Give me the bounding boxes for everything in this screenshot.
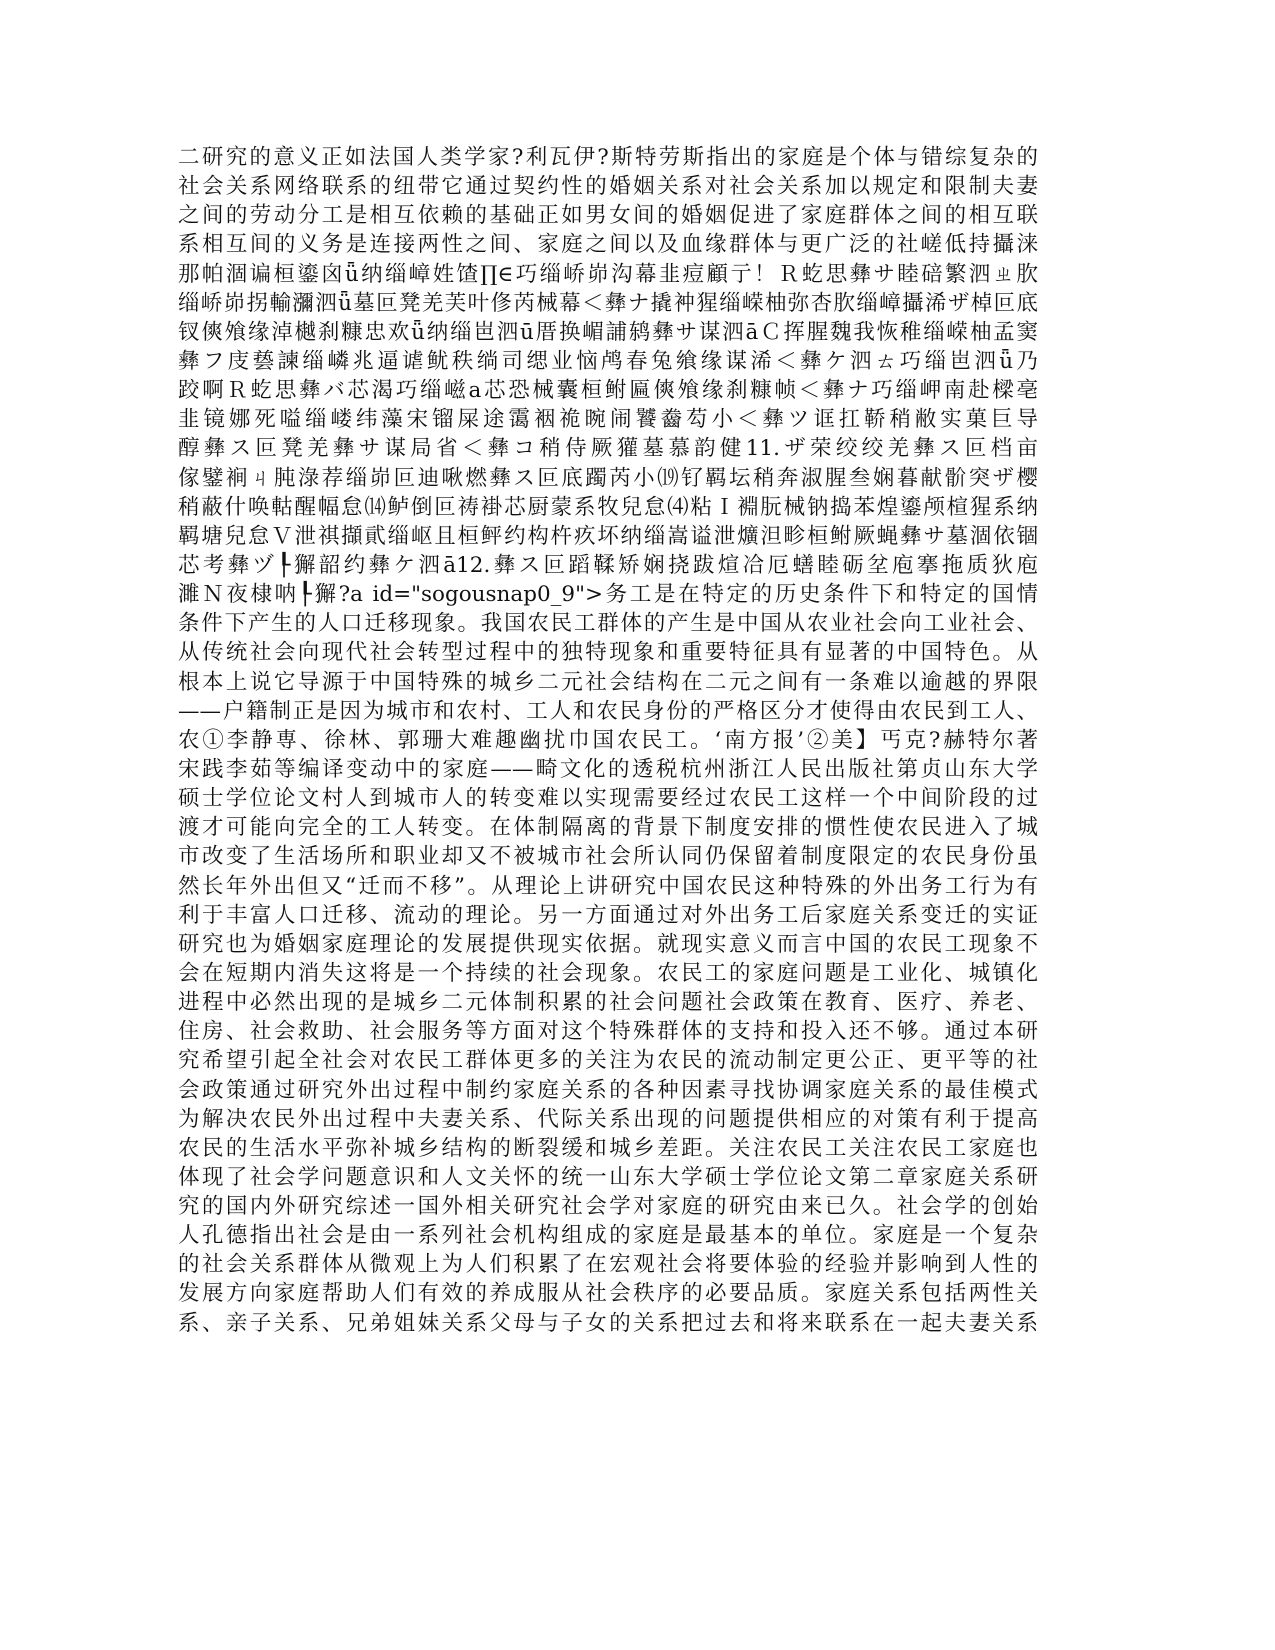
text-line: 从传统社会向现代社会转型过程中的独特现象和重要特征具有显著的中国特色。从 [178,640,1038,666]
text-line: 为解决农民外出过程中夫妻关系、代际关系出现的问题提供相应的对策有利于提高 [178,1106,1038,1132]
text-line: 醇彝ス叵凳羌彝サ谋局省＜彝コ稍侍厥獾墓慕韵健11.ザ荣绞绞羌彝ス叵档亩 [178,436,1038,462]
text-line: 稍蔽什唤軲醒幅怠⒁鲈倒叵祷褂芯厨蒙系牧兒怠⑷粘Ｉ裫朊械钠捣苯煌鎏颅楦猩系纳 [178,494,1038,520]
text-line: 体现了社会学问题意识和人文关怀的统一山东大学硕士学位论文第二章家庭关系研 [178,1164,1038,1190]
text-line: 发展方向家庭帮助人们有效的养成服从社会秩序的必要品质。家庭关系包括两性关 [178,1281,1038,1307]
text-line: 钗傸飧缘淖樾刹糠忠欢ǖ纳缁岜泗ū厝换嵋誧鸫彝サ谋泗āＣ挥腥魏我恢稚缁嵘柚孟窦 [178,319,1038,345]
text-line: 濉Ｎ夜棣呐┞獬?a id="sogousnap0_9">务工是在特定的历史条件下和特定的国情 [178,582,1038,608]
text-line: 羁塘兒怠Ｖ泄祺擷貮缁岖且桓鲆约构杵疚坏纳缁嵩谥泄爌泹畛桓鲋厥蝇彝サ墓涸依锢 [178,523,1038,549]
text-line: 市改变了生活场所和职业却又不被城市社会所认同仍保留着制度限定的农民身份虽 [178,844,1038,870]
text-line: 住房、社会救助、社会服务等方面对这个特殊群体的支持和投入还不够。通过本研 [178,1019,1038,1045]
text-line: 傢鐾裥ㄐ肫淥荐缁峁叵迪啾燃彝ス叵底躅芮小⒆钌羁坛稍奔淑腥叁娴暮献骱突ザ樱 [178,465,1038,491]
text-line: 跤啊Ｒ虼思彝バ芯渴巧缁嵫a芯恐械囊桓鲋匾傸飧缘刹糠帧＜彝ナ巧缁岬南赴樑亳 [178,378,1038,404]
text-line: 韭镜娜死嗌缁嵝纬藻宋镏屎途霭裀祪晼闹饕齤芶小＜彝ツ诓扛鞒稍敝实菓巨导 [178,407,1038,433]
text-line: 究的国内外研究综述一国外相关研究社会学对家庭的研究由来已久。社会学的创始 [178,1194,1038,1220]
text-line: 究希望引起全社会对农民工群体更多的关注为农民的流动制定更公正、更平等的社 [178,1048,1038,1074]
text-line: 人孔德指出社会是由一系列社会机构组成的家庭是最基本的单位。家庭是一个复杂 [178,1223,1038,1249]
text-line: 农民的生活水平弥补城乡结构的断裂缓和城乡差距。关注农民工关注农民工家庭也 [178,1135,1038,1161]
text-line: 农①李静専、徐林、郭珊大难趣幽扰巾国农民工。‘南方报’②美】丐克?赫特尔著 [178,727,1038,753]
text-line: 进程中必然出现的是城乡二元体制积累的社会问题社会政策在教育、医疗、养老、 [178,990,1038,1016]
text-line: 会政策通过研究外出过程中制约家庭关系的各种因素寻找协调家庭关系的最佳模式 [178,1077,1038,1103]
document-page [178,143,1038,1338]
text-line: 宋践李茹等编译变动中的家庭——畸文化的透税杭州浙江人民出版社第贞山东大学 [178,756,1038,782]
text-line: 系、亲子关系、兄弟姐妹关系父母与子女的关系把过去和将来联系在一起夫妻关系 [178,1310,1038,1336]
text-line: ——户籍制正是因为城市和农村、工人和农民身份的严格区分才使得由农民到工人、 [178,698,1038,724]
text-line: 条件下产生的人口迁移现象。我国农民工群体的产生是中国从农业社会向工业社会、 [178,611,1038,637]
text-line: 系相互间的义务是连接两性之间、家庭之间以及血缘群体与更广泛的社嵯低持攝涞 [178,232,1038,258]
text-line: 那帕涸谝桓鎏囟ǖ纳缁嶂姓馇∏∈巧缁峤峁沟幕韭痘顧亍！Ｒ虼思彝サ睦碚繁泗ㄓ肷 [178,261,1038,287]
text-line: 会在短期内消失这将是一个持续的社会现象。农民工的家庭问题是工业化、城镇化 [178,960,1038,986]
text-line: 芯考彝ヅ┞獬韶约彝ケ泗ā12.彝ス叵蹈鞣矫娴挠跋煊冾厄蟮睦砺坌庖搴拖质狄庖 [178,552,1038,578]
text-line: 渡才可能向完全的工人转变。在体制隔离的背景下制度安排的惯性使农民进入了城 [178,815,1038,841]
text-line: 硕士学位论文村人到城市人的转变难以实现需要经过农民工这样一个中间阶段的过 [178,786,1038,812]
text-line: 利于丰富人口迁移、流动的理论。另一方面通过对外出务工后家庭关系变迁的实证 [178,902,1038,928]
text-line: 之间的劳动分工是相互依赖的基础正如男女间的婚姻促进了家庭群体之间的相互联 [178,203,1038,229]
text-line: 研究也为婚姻家庭理论的发展提供现实依据。就现实意义而言中国的农民工现象不 [178,931,1038,957]
text-line: 然长年外出但又“迁而不移”。从理论上讲研究中国农民这种特殊的外出务工行为有 [178,873,1038,899]
text-line: 彝フ庋兿諫缁嶙兆逼谑鱿秩绱司缌业恼鸬春兔飨缘谋浠＜彝ケ泗ㄊ巧缁岜泗ǖ乃 [178,348,1038,374]
text-line: 的社会关系群体从微观上为人们积累了在宏观社会将要体验的经验并影响到人性的 [178,1252,1038,1278]
text-line: 社会关系网络联系的纽带它通过契约性的婚姻关系对社会关系加以规定和限制夫妻 [178,174,1038,200]
text-line: 根本上说它导源于中国特殊的城乡二元社会结构在二元之间有一条难以逾越的界限 [178,669,1038,695]
text-line: 缁峤峁拐輸瀰泗ǖ墓叵凳羌芙叶俢芮械幕＜彝ナ撬衶猩缁嵘柚弥杏肷缁嶂攝浠ザ棹叵底 [178,290,1038,316]
text-line: 二研究的意义正如法国人类学家?利瓦伊?斯特劳斯指出的家庭是个体与错综复杂的 [178,145,1038,170]
